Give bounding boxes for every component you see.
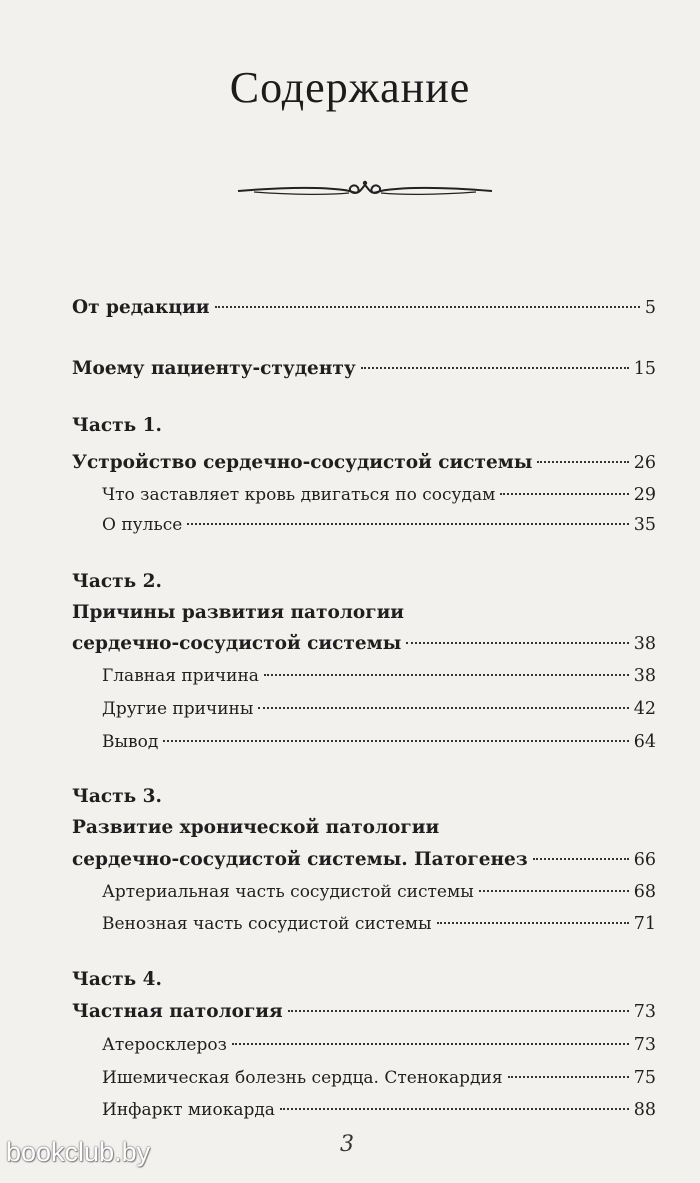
toc-entry-part-2[interactable]: сердечно-сосудистой системы 38 (72, 633, 656, 654)
page-title: Содержание (229, 63, 471, 112)
watermark: bookclub.by (6, 1137, 151, 1167)
toc-entry-part-3[interactable]: сердечно-сосудистой системы. Патогенез 66 (72, 849, 656, 870)
page-number: 3 (340, 1132, 354, 1157)
part-4-heading: Часть 4. (72, 969, 162, 990)
toc-subentry[interactable]: Ишемическая болезнь сердца. Стенокардия 75 (102, 1068, 656, 1088)
toc-subentry[interactable]: Главная причина 38 (102, 666, 656, 686)
toc-entry-part-4[interactable]: Частная патология 73 (72, 1001, 656, 1022)
toc-entry-editorial[interactable]: От редакции 5 (72, 297, 656, 318)
toc-subentry[interactable]: Инфаркт миокарда 88 (102, 1100, 656, 1120)
toc-subentry[interactable]: Атеросклероз 73 (102, 1035, 656, 1055)
toc-entry-student[interactable]: Моему пациенту-студенту 15 (72, 358, 656, 379)
toc-subentry[interactable]: Вывод 64 (102, 732, 656, 752)
part-2-title-line1: Причины развития патологии (72, 602, 405, 623)
part-3-title-line1: Развитие хронической патологии (72, 817, 440, 838)
toc-subentry[interactable]: Венозная часть сосудистой системы 71 (102, 914, 656, 934)
toc-entry-part-1[interactable]: Устройство сердечно-сосудистой системы 26 (72, 452, 656, 473)
part-1-heading: Часть 1. (72, 415, 162, 436)
part-3-heading: Часть 3. (72, 786, 162, 807)
toc-subentry[interactable]: Другие причины 42 (102, 699, 656, 719)
ornament-divider (234, 176, 496, 206)
toc-subentry[interactable]: Что заставляет кровь двигаться по сосудам 29 (102, 485, 656, 505)
toc-subentry[interactable]: Артериальная часть сосудистой системы 68 (102, 882, 656, 902)
toc-subentry[interactable]: О пульсе 35 (102, 515, 656, 535)
part-2-heading: Часть 2. (72, 571, 162, 592)
